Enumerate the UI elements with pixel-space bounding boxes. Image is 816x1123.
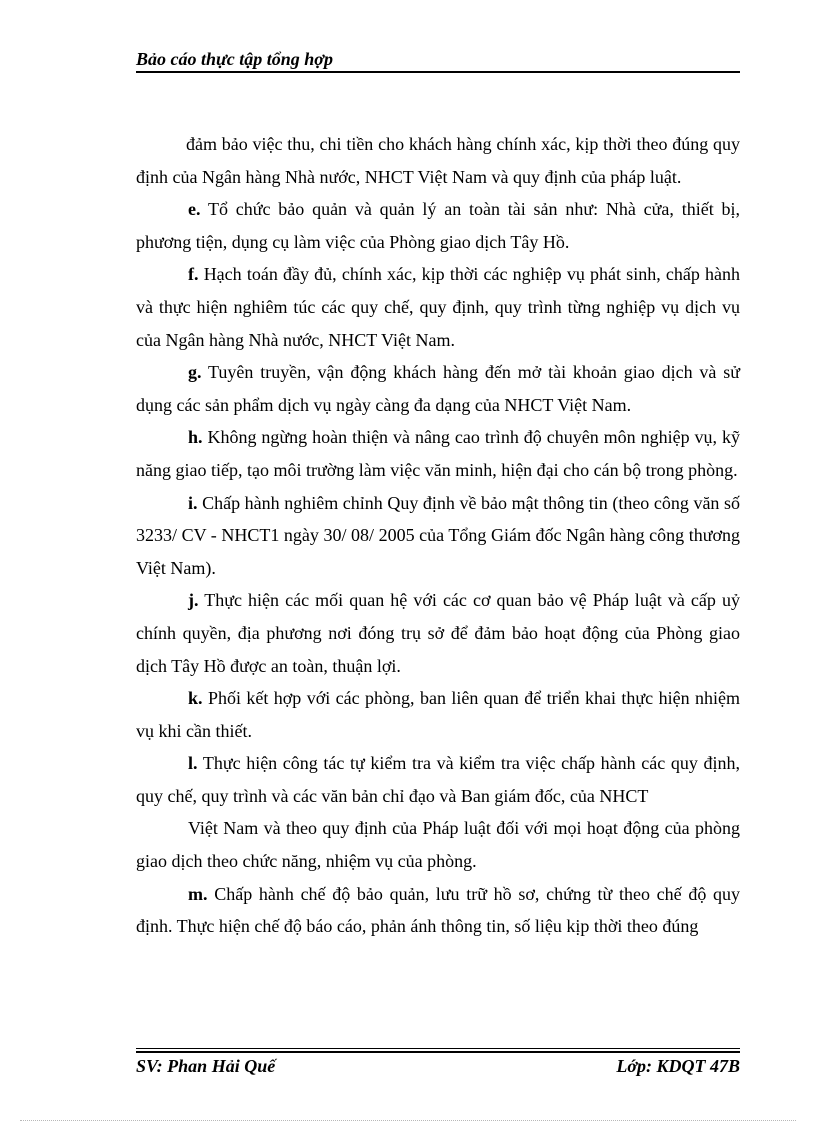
item-label: i. xyxy=(188,492,198,513)
page-footer xyxy=(136,1054,740,1080)
item-label: l. xyxy=(188,753,198,774)
item-j xyxy=(136,584,740,682)
footer-rule-thin xyxy=(136,1048,740,1049)
item-text: Không ngừng hoàn thiện và nâng cao trình độ chuyên môn nghiệp vụ, kỹ năng giao tiếp, tạo môi trường làm việc văn minh, hiện đại cho cán bộ trong phòng. xyxy=(136,427,740,480)
item-text: Thực hiện các mối quan hệ với các cơ quan bảo vệ Pháp luật và cấp uỷ chính quyền, địa phương nơi đóng trụ sở để đảm bảo hoạt động của Phòng giao dịch Tây Hồ được an toàn, thuận lợi. xyxy=(136,590,740,676)
item-l xyxy=(136,747,740,812)
item-text: Thực hiện công tác tự kiểm tra và kiểm tra việc chấp hành các quy định, quy chế, quy trình và các văn bản chỉ đạo và Ban giám đốc, của NHCT xyxy=(136,753,741,806)
item-label: j. xyxy=(188,590,199,611)
item-m xyxy=(136,878,740,943)
item-text: Chấp hành chế độ bảo quản, lưu trữ hồ sơ, chứng từ theo chế độ quy định. Thực hiện chế độ báo cáo, phản ánh thông tin, số liệu kịp thời theo đúng xyxy=(136,883,741,937)
footer-class: Lớp: KDQT 47B xyxy=(616,1056,740,1076)
item-label: k. xyxy=(188,688,203,709)
page-edge-divider xyxy=(20,1120,796,1121)
item-text: Chấp hành nghiêm chỉnh Quy định về bảo mật thông tin (theo công văn số 3233/ CV - NHCT1 ngày 30/ 08/ 2005 của Tổng Giám đốc Ngân hàng công thương Việt Nam). xyxy=(136,492,741,578)
item-label: e. xyxy=(188,199,201,220)
item-f xyxy=(136,258,740,356)
page-header xyxy=(136,48,740,72)
item-label: h. xyxy=(188,427,203,448)
header-title: Bảo cáo thực tập tổng hợp xyxy=(136,49,333,69)
item-text: Việt Nam và theo quy định của Pháp luật đối với mọi hoạt động của phòng giao dịch theo chức năng, nhiệm vụ của phòng. xyxy=(136,818,740,872)
footer-student: SV: Phan Hải Quế xyxy=(136,1056,276,1076)
item-label: f. xyxy=(188,264,199,285)
item-g xyxy=(136,356,740,421)
document-body xyxy=(136,128,740,943)
item-text: Tuyên truyền, vận động khách hàng đến mở tài khoản giao dịch và sử dụng các sản phẩm dịch vụ ngày càng đa dạng của NHCT Việt Nam. xyxy=(136,362,740,415)
item-e xyxy=(136,193,740,258)
item-text: Phối kết hợp với các phòng, ban liên quan để triển khai thực hiện nhiệm vụ khi cần thiết. xyxy=(136,688,740,741)
footer-rule-thick xyxy=(136,1051,740,1053)
item-l-continued xyxy=(136,812,740,877)
item-k xyxy=(136,682,740,747)
item-text: Hạch toán đầy đủ, chính xác, kịp thời các nghiệp vụ phát sinh, chấp hành và thực hiện nghiêm túc các quy chế, quy định, quy trình từng nghiệp vụ dịch vụ của Ngân hàng Nhà nước, NHCT Việt Nam. xyxy=(136,264,741,350)
paragraph-continuation: đảm bảo việc thu, chi tiền cho khách hàng chính xác, kịp thời theo đúng quy định của Ngân hàng Nhà nước, NHCT Việt Nam và quy định của pháp luật. xyxy=(136,134,740,187)
item-label: g. xyxy=(188,362,202,383)
item-text: Tổ chức bảo quản và quản lý an toàn tài sản như: Nhà cửa, thiết bị, phương tiện, dụng cụ làm việc của Phòng giao dịch Tây Hồ. xyxy=(136,199,740,252)
item-h xyxy=(136,421,740,486)
item-label: m. xyxy=(188,883,208,904)
item-i xyxy=(136,487,740,585)
header-rule xyxy=(136,71,740,73)
